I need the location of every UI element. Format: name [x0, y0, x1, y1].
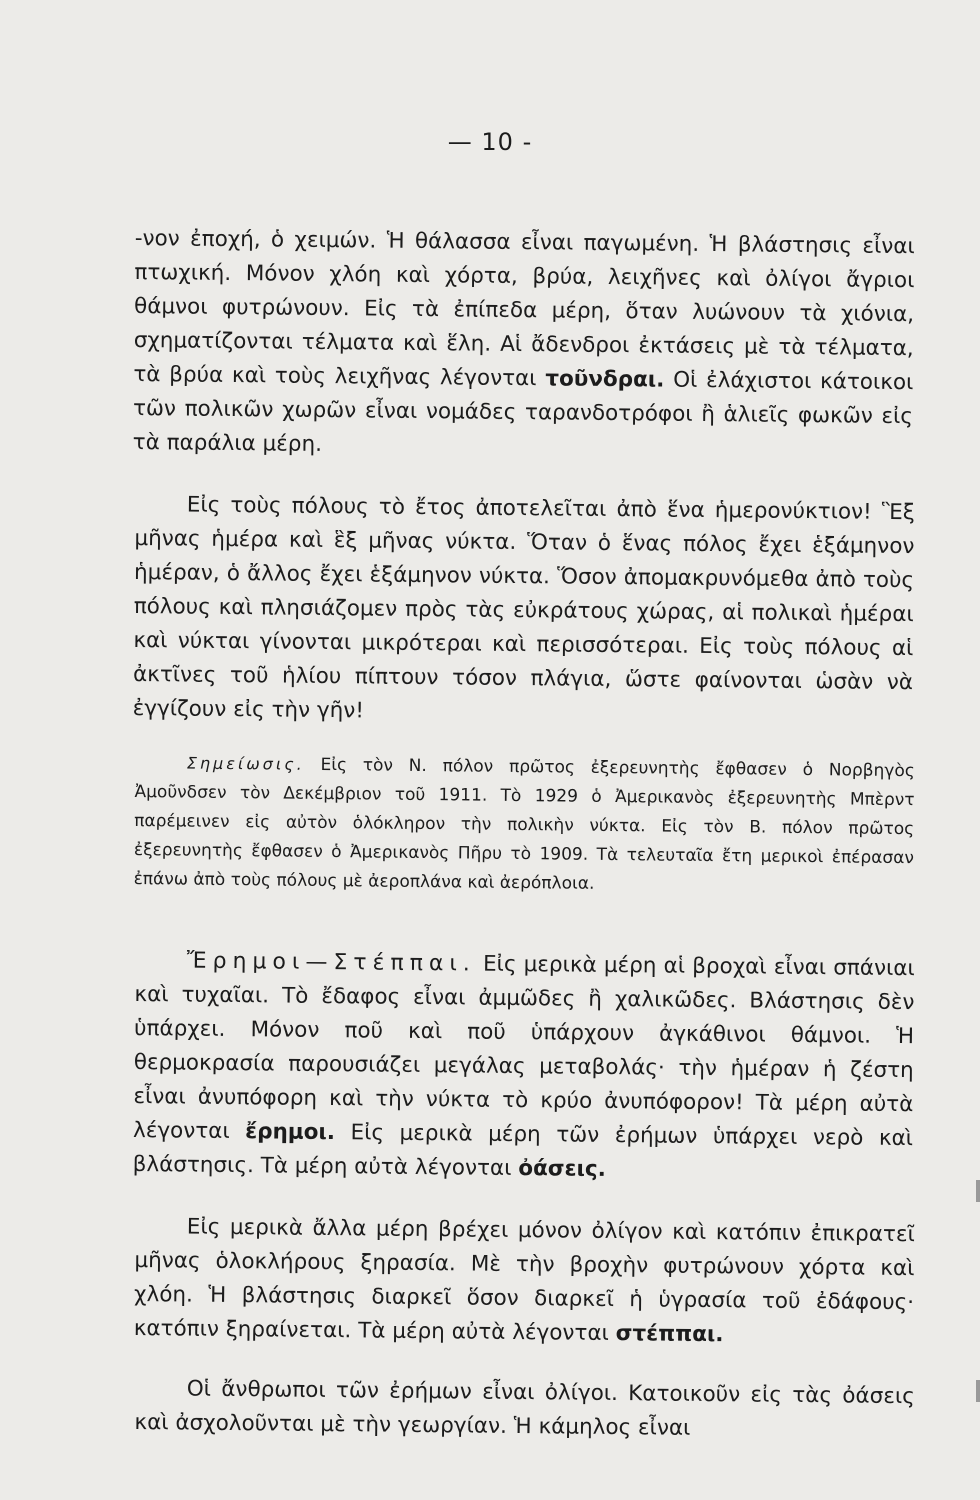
paragraph-tundra [133, 222, 915, 468]
paragraph-steppes [134, 1210, 915, 1354]
paragraph-text: Οἱ ἄνθρωποι τῶν ἐρήμων εἶναι ὀλίγοι. Κατοικοῦν εἰς τὰς ὀάσεις καὶ ἀσχολοῦνται μὲ τὴν γεωργίαν. Ἡ κάμηλος εἶναι [134, 1376, 915, 1441]
page-edge-mark [976, 1380, 980, 1402]
term-oases: ὀάσεις. [518, 1156, 606, 1182]
note-text: Εἰς τὸν Ν. πόλον πρῶτος ἐξερευνητὴς ἔφθασεν ὁ Νορβηγὸς Ἀμοῦνδσεν τὸν Δεκέμβριον τοῦ 1911. Τὸ 1929 ὁ Ἀμερικανὸς ἐξερευνητὴς Μπὲρντ παρέμεινεν εἰς αὐτὸν ὁλόκληρον τὴν πολικὴν νύκτα. Εἰς τὸν Β. πόλον πρῶτος ἐξερευνητὴς ἔφθασεν ὁ Ἀμερικανὸς Πῆρυ τὸ 1909. Τὰ τελευταῖα ἔτη μερικοὶ ἐπέρασαν ἐπάνω ἀπὸ τοὺς πόλους μὲ ἀεροπλάνα καὶ ἀερόπλοια. [133, 754, 915, 894]
paragraph-deserts [133, 944, 915, 1190]
paragraph-text: Εἰς τοὺς πόλους τὸ ἔτος ἀποτελεῖται ἀπὸ ἕνα ἡμερονύκτιον! Ἓξ μῆνας ἡμέρα καὶ ἓξ μῆνας νύκτα. Ὅταν ὁ ἕνας πόλος ἔχει ἑξάμηνον ἡμέραν, ὁ ἄλλος ἔχει ἑξάμηνον νύκτα. Ὅσον ἀπομακρυνόμεθα ἀπὸ τοὺς πόλους καὶ πλησιάζομεν πρὸς τὰς εὐκράτους χώρας, αἱ πολικαὶ ἡμέραι καὶ νύκται γίνονται μικρότεραι καὶ περισσότεραι. Εἰς τοὺς πόλους αἱ ἀκτῖνες τοῦ ἡλίου πίπτουν τόσον πλάγια, ὥστε φαίνονται ὡσὰν νὰ ἐγγίζουν εἰς τὴν γῆν! [132, 492, 915, 724]
term-steppes: στέππαι. [615, 1321, 724, 1348]
paragraph-text: Εἰς μερικὰ ἄλλα μέρη βρέχει μόνον ὀλίγον καὶ κατόπιν ἐπικρατεῖ μῆνας ὁλοκλήρους ξηρασία. Μὲ τὴν βροχὴν φυτρώνουν χόρτα καὶ χλόη. Ἡ βλάστησις διαρκεῖ ὅσον διαρκεῖ ἡ ὑγρασία τοῦ ἐδάφους· κατόπιν ξηραίνεται. Τὰ μέρη αὐτὰ λέγονται [133, 1214, 915, 1346]
term-deserts: ἔρημοι. [245, 1119, 336, 1146]
note-block [133, 748, 914, 902]
section-heading: Ἔρημοι—Στέππαι. [186, 948, 476, 977]
page-number: — 10 - [447, 128, 533, 156]
paragraph-text: Εἰς μερικὰ μέρη τῶν ἐρήμων ὑπάρχει νερὸ καὶ βλάστησις. Τὰ μέρη αὐτὰ λέγονται [132, 1120, 914, 1181]
paragraph-polar-day [133, 488, 915, 734]
paragraph-text: Οἱ ἐλάχιστοι κάτοικοι τῶν πολικῶν χωρῶν εἶναι νομάδες ταρανδοτρόφοι ἢ ἁλιεῖς φωκῶν εἰς τὰ παράλια μέρη. [132, 367, 914, 457]
term-tundra: τοῦνδραι. [545, 366, 665, 393]
page-edge-mark [976, 1180, 980, 1202]
paragraph-desert-people [134, 1372, 915, 1448]
note-label: Σημείωσις. [186, 753, 305, 774]
paragraph-text: -νον ἐποχή, ὁ χειμών. Ἡ θάλασσα εἶναι παγωμένη. Ἡ βλάστησις εἶναι πτωχική. Μόνον χλόη καὶ χόρτα, βρύα, λειχῆνες καὶ ὀλίγοι ἄγριοι θάμνοι φυτρώνουν. Εἰς τὰ ἐπίπεδα μέρη, ὅταν λυώνουν τὰ χιόνια, σχηματίζονται τέλματα καὶ ἕλη. Αἱ ἄδενδροι ἐκτάσεις μὲ τὰ τέλματα, τὰ βρύα καὶ τοὺς λειχῆνας λέγονται [133, 225, 915, 392]
paragraph-text: Εἰς μερικὰ μέρη αἱ βροχαὶ εἶναι σπάνιαι καὶ τυχαῖαι. Τὸ ἔδαφος εἶναι ἀμμῶδες ἢ χαλικῶδες. Βλάστησις δὲν ὑπάρχει. Μόνον ποῦ καὶ ποῦ ὑπάρχουν ἀγκάθινοι θάμνοι. Ἡ θερμοκρασία παρουσιάζει μεγάλας μεταβολάς· τὴν ἡμέραν ἡ ζέστη εἶναι ἀνυπόφορη καὶ τὴν νύκτα τὸ κρύο ἀνυπόφορον! Τὰ μέρη αὐτὰ λέγονται [132, 951, 915, 1145]
